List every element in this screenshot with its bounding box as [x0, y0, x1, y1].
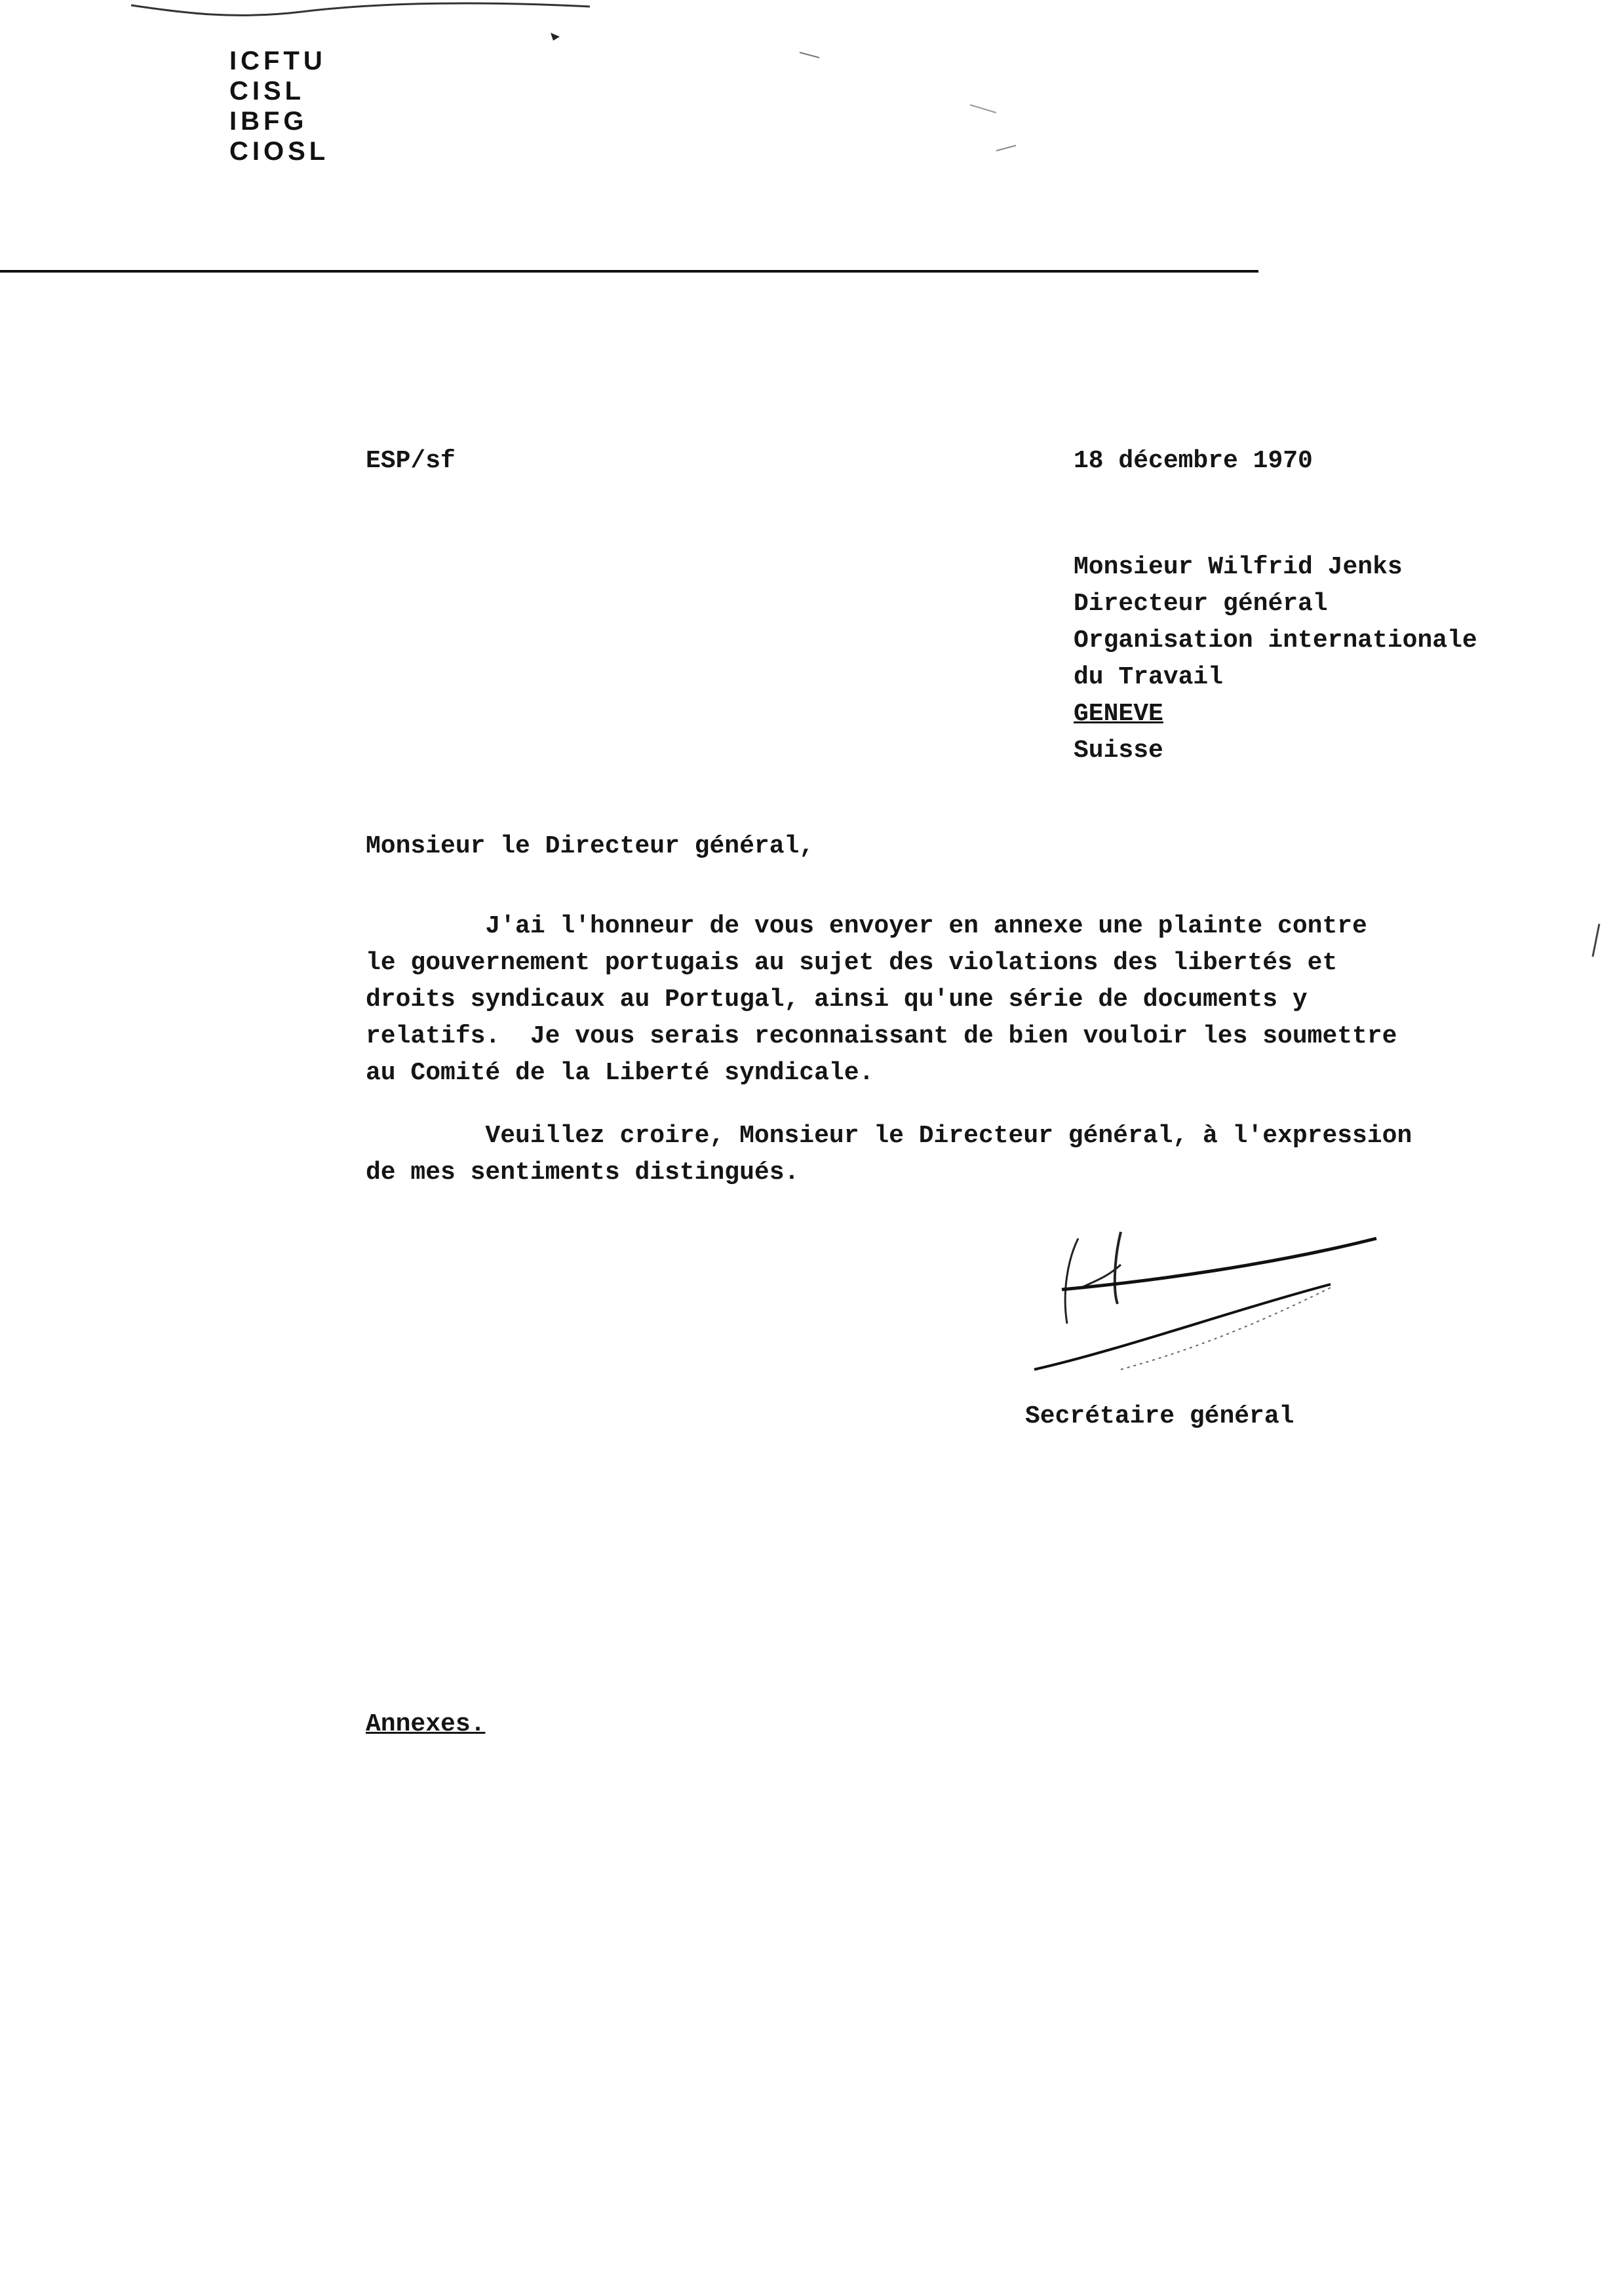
enclosures-label: Annexes.	[366, 1710, 486, 1738]
org-code-cisl: CISL	[229, 77, 305, 105]
recipient-country: Suisse	[1074, 737, 1163, 765]
body-line: Veuillez croire, Monsieur le Directeur général, à l'expression	[366, 1122, 1412, 1150]
body-line: de mes sentiments distingués.	[366, 1158, 800, 1187]
org-code-ibfg: IBFG	[229, 107, 308, 136]
letter-reference: ESP/sf	[366, 447, 456, 475]
recipient-title: Directeur général	[1074, 590, 1328, 618]
body-line: J'ai l'honneur de vous envoyer en annexe une plainte contre	[366, 912, 1367, 940]
body-line: le gouvernement portugais au sujet des violations des libertés et	[366, 949, 1338, 977]
signer-title: Secrétaire général	[1025, 1402, 1294, 1430]
letter-date: 18 décembre 1970	[1074, 447, 1313, 475]
body-paragraph-2	[366, 1118, 1598, 1191]
body-line: relatifs. Je vous serais reconnaissant de bien vouloir les soumettre	[366, 1022, 1397, 1050]
recipient-address	[1074, 549, 1477, 769]
body-line: au Comité de la Liberté syndicale.	[366, 1059, 874, 1087]
salutation: Monsieur le Directeur général,	[366, 832, 815, 860]
recipient-organisation-line2: du Travail	[1074, 663, 1224, 691]
scan-artifact-top	[131, 0, 1049, 197]
letterhead-divider	[0, 270, 1258, 273]
handwritten-signature	[1022, 1219, 1390, 1383]
org-code-ciosl: CIOSL	[229, 137, 330, 166]
org-code-icftu: ICFTU	[229, 47, 326, 75]
body-paragraph-1	[366, 908, 1572, 1092]
recipient-name: Monsieur Wilfrid Jenks	[1074, 553, 1403, 581]
recipient-city: GENEVE	[1074, 700, 1163, 728]
recipient-organisation-line1: Organisation internationale	[1074, 626, 1477, 655]
scan-artifact-right	[1586, 917, 1612, 970]
body-line: droits syndicaux au Portugal, ainsi qu'une série de documents y	[366, 985, 1308, 1014]
